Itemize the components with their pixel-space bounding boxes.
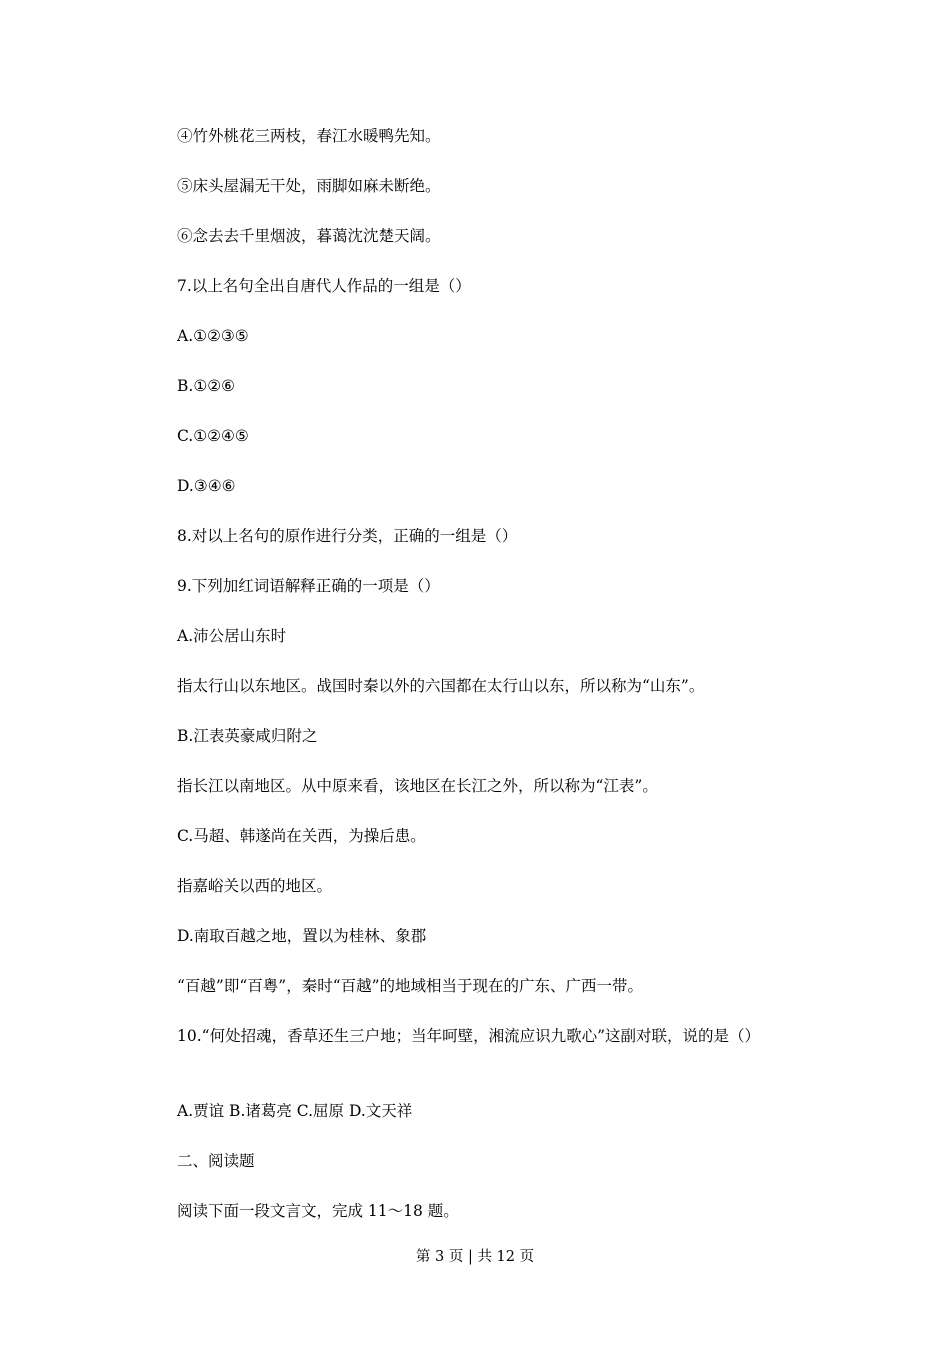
question-9-option-b: B.江表英豪咸归附之 [177,727,318,745]
question-10-options: A.贾谊 B.诸葛亮 C.屈原 D.文天祥 [177,1102,413,1120]
question-9-option-c: C.马超、韩遂尚在关西，为操后患。 [177,827,426,845]
question-7-option-a: A.①②③⑤ [177,327,249,345]
question-9: 9.下列加红词语解释正确的一项是（） [177,577,440,595]
question-8: 8.对以上名句的原作进行分类，正确的一组是（） [177,527,518,545]
question-9-option-b-explanation: 指长江以南地区。从中原来看，该地区在长江之外，所以称为“江表”。 [177,777,658,795]
question-7-option-b: B.①②⑥ [177,377,236,395]
poem-line-6: ⑥念去去千里烟波，暮蔼沈沈楚天阔。 [177,227,441,245]
question-7: 7.以上名句全出自唐代人作品的一组是（） [177,277,471,295]
question-9-option-a-explanation: 指太行山以东地区。战国时秦以外的六国都在太行山以东，所以称为“山东”。 [177,677,705,695]
section-title: 二、阅读题 [177,1152,255,1170]
question-10: 10.“何处招魂，香草还生三户地；当年呵壁，湘流应识九歌心”这副对联，说的是（） [177,1027,761,1045]
question-9-option-d: D.南取百越之地，置以为桂林、象郡 [177,927,427,945]
page-footer: 第 3 页 | 共 12 页 [415,1249,535,1265]
poem-line-4: ④竹外桃花三两枝，春江水暖鸭先知。 [177,127,441,145]
question-7-option-c: C.①②④⑤ [177,427,249,445]
question-9-option-c-explanation: 指嘉峪关以西的地区。 [177,877,333,895]
reading-intro: 阅读下面一段文言文，完成 11～18 题。 [177,1202,459,1220]
question-7-option-d: D.③④⑥ [177,477,236,495]
poem-line-5: ⑤床头屋漏无干处，雨脚如麻未断绝。 [177,177,441,195]
question-9-option-a: A.沛公居山东时 [177,627,287,645]
question-9-option-d-explanation: “百越”即“百粤”，秦时“百越”的地域相当于现在的广东、广西一带。 [177,977,644,995]
